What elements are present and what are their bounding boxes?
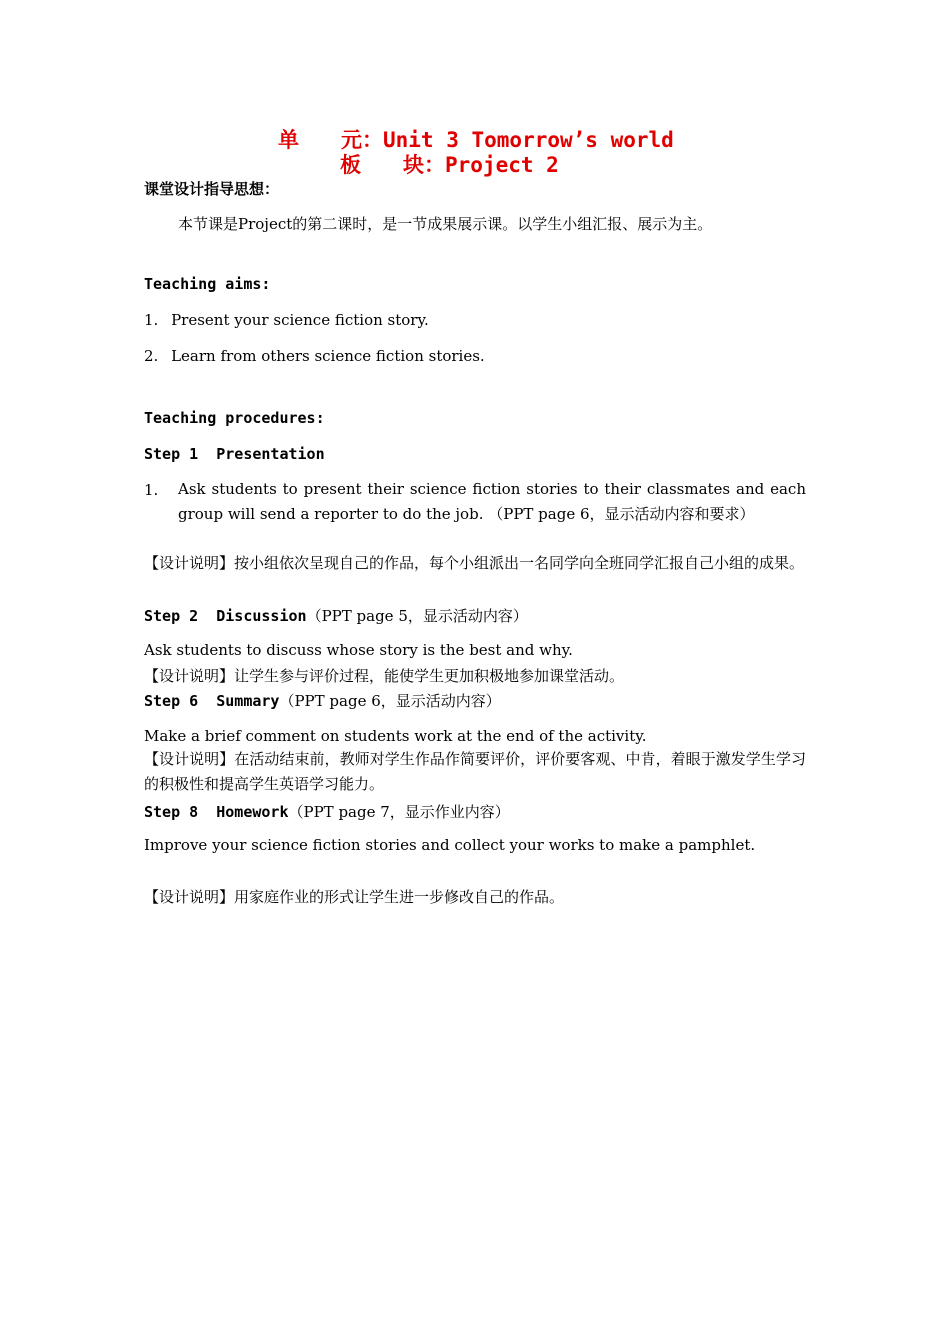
step8-suffix: （PPT page 7，显示作业内容） <box>288 803 510 821</box>
step6-title: Step 6 Summary <box>144 692 280 710</box>
step2-text: Ask students to discuss whose story is the best and why. <box>144 641 573 659</box>
step8-text: Improve your science fiction stories and collect your works to make a pamphlet. <box>144 836 756 854</box>
step1-note: 【设计说明】按小组依次呈现自己的作品，每个小组派出一名同学向全班同学汇报自己小组的成果。 <box>144 554 805 572</box>
block-value: Project 2 <box>445 153 559 177</box>
step6-note: 【设计说明】在活动结束前，教师对学生作品作简要评价，评价要客观、中肯，着眼于激发学生学习的积极性和提高学生英语学习能力。 <box>144 750 806 793</box>
block-title <box>340 149 559 179</box>
step6-text: Make a brief comment on students work at the end of the activity. <box>144 727 647 745</box>
guiding-heading: 课堂设计指导思想： <box>144 180 280 198</box>
unit-value: Unit 3 Tomorrow’s world <box>383 128 674 152</box>
aim-item <box>144 347 485 365</box>
step8-note: 【设计说明】用家庭作业的形式让学生进一步修改自己的作品。 <box>144 888 565 906</box>
step1-title: Step 1 Presentation <box>144 445 325 463</box>
step1-item-number: 1. <box>144 481 159 499</box>
aim-number: 1. <box>144 311 159 329</box>
step6-suffix: （PPT page 6，显示活动内容） <box>279 692 501 710</box>
guiding-text: 本节课是Project的第二课时，是一节成果展示课。以学生小组汇报、展示为主。 <box>178 215 713 233</box>
aim-number: 2. <box>144 347 159 365</box>
unit-label: 单 元： <box>278 128 383 152</box>
step6-heading <box>144 690 501 711</box>
step2-suffix: （PPT page 5，显示活动内容） <box>306 607 528 625</box>
aim-item <box>144 311 429 329</box>
step2-heading <box>144 605 528 626</box>
step1-item-text: Ask students to present their science fiction stories to their classmates and each group will send a reporter to do the job. （PPT page 6，显示活动内容和要求） <box>178 480 806 523</box>
step8-title: Step 8 Homework <box>144 803 289 821</box>
step2-title: Step 2 Discussion <box>144 607 307 625</box>
block-label: 板 块： <box>340 153 445 177</box>
step8-heading <box>144 801 510 822</box>
aim-text: Learn from others science fiction stories. <box>171 347 485 365</box>
step2-note: 【设计说明】让学生参与评价过程，能使学生更加积极地参加课堂活动。 <box>144 667 625 685</box>
aim-text: Present your science fiction story. <box>171 311 429 329</box>
aims-heading: Teaching aims: <box>144 275 271 293</box>
procedures-heading: Teaching procedures: <box>144 409 325 427</box>
